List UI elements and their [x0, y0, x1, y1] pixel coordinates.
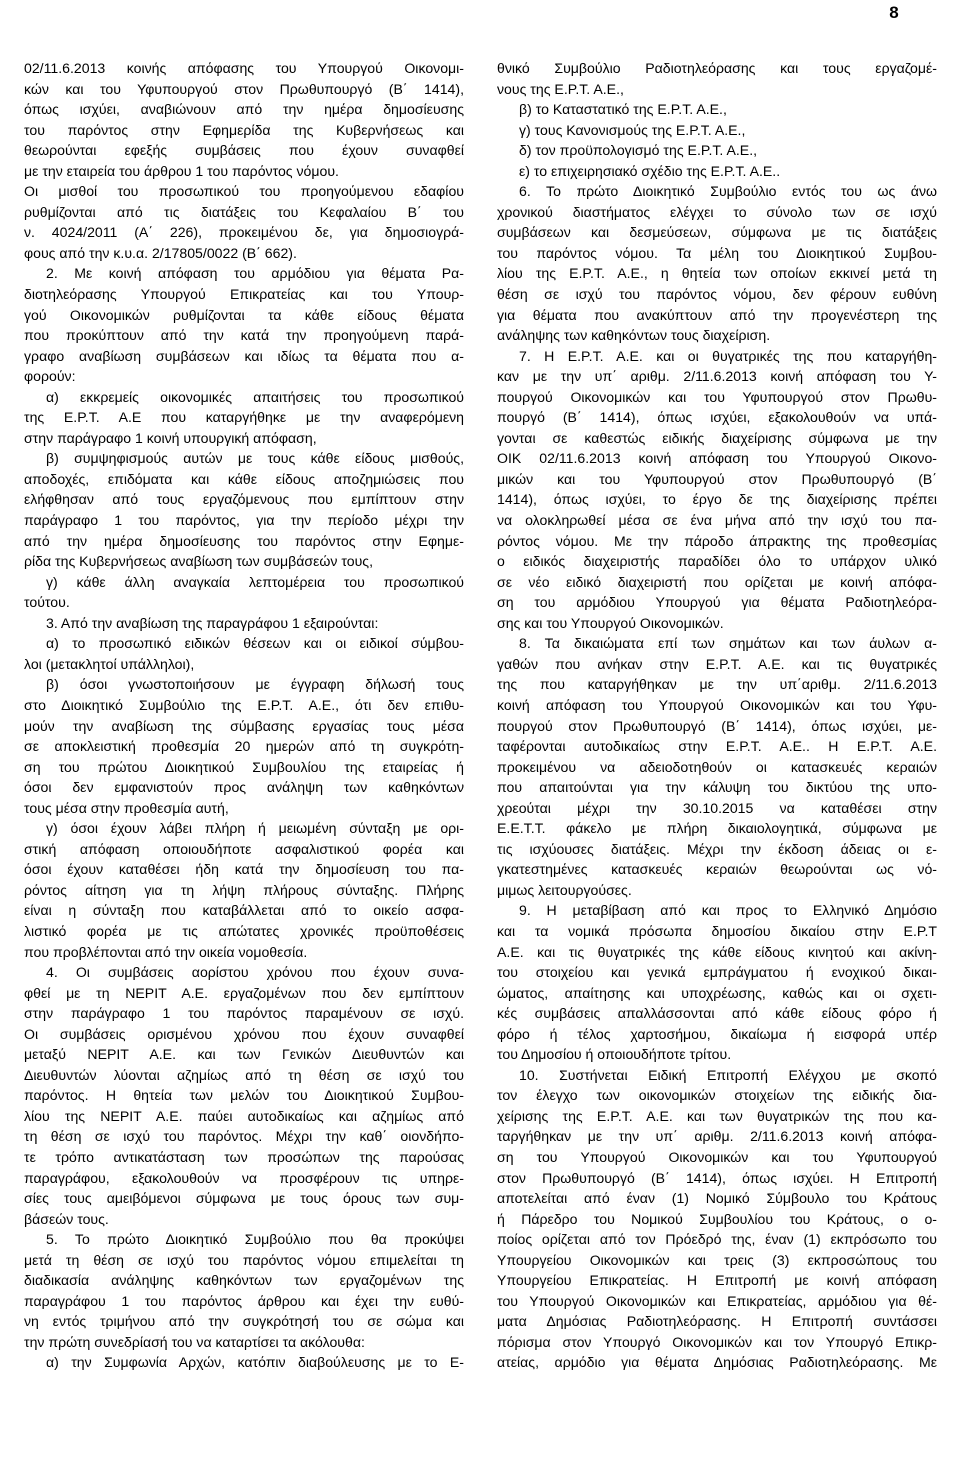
text-line: β) συμψηφισμούς αυτών με τους κάθε είδους μισθούς,	[46, 450, 464, 467]
text-line: να ολοκληρωθεί μέσα σε ένα μήνα από την ισχύ του πα-	[497, 512, 937, 529]
text-line: κών και του Υφυπουργού στον Πρωθυπουργό (Β΄ 1414),	[24, 80, 464, 97]
text-line: διοτηλεόρασης Υπουργού Επικρατείας και του Υπουρ-	[24, 286, 464, 303]
text-line: και τα νομικά πρόσωπα δημοσίου δικαίου στην Ε.Ρ.Τ	[497, 922, 937, 939]
text-line: του Δημοσίου ή οποιουδήποτε τρίτου.	[497, 1046, 732, 1063]
text-line: 6. Το πρώτο Διοικητικό Συμβούλιο εντός του ως άνω	[519, 183, 937, 200]
text-line: στην παράγραφο 1 του παρόντος παραμένουν σε ισχύ.	[24, 1005, 464, 1022]
text-line: ν. 4024/2011 (Α΄ 226), προκειμένου δε, για δημοσιογρά-	[24, 224, 464, 241]
text-line: μετά τη θέση σε ισχύ του παρόντος νόμου επιμελείται τη	[24, 1251, 464, 1268]
text-line: α) εκκρεμείς οικονομικές απαιτήσεις του προσωπικού	[46, 388, 464, 405]
text-line: πουργό (Β΄ 1414), όπως ισχύει, εξακολουθούν να υπά-	[497, 409, 937, 426]
text-line: β) όσοι γνωστοποιήσουν με έγγραφη δήλωσή τους	[46, 676, 464, 693]
text-line: που προκύπτουν από την κατά την προηγούμενη παρά-	[24, 327, 464, 344]
text-line: φόρο ή τέλος χαρτοσήμου, δικαίωμα ή εισφορά υπέρ	[497, 1025, 937, 1042]
text-line: ώματος, απαίτησης και υποχρέωσης, καθώς και οι σχετι-	[497, 984, 937, 1001]
text-line: ε) το επιχειρησιακό σχέδιο της Ε.Ρ.Τ. Α.Ε..	[519, 162, 781, 179]
text-line: φορούν:	[24, 368, 76, 385]
text-line: Οι συμβάσεις ορισμένου χρόνου που έχουν συναφθεί	[24, 1025, 464, 1042]
text-line: τους μέσα στην προθεσμία αυτή,	[24, 799, 229, 816]
text-line: ση του αρμόδιου Υπουργού για θέματα Ραδιοτηλεόρα-	[497, 594, 937, 611]
text-line: σίες τους αμειβόμενοι σύμφωνα με τους όρους των συμ-	[24, 1190, 464, 1207]
text-line: ΟΙΚ 02/11.6.2013 κοινή απόφαση του Υπουργού Οικονο-	[497, 450, 937, 467]
text-line: ο ειδικός διαχειριστής παραδίδει όλο το υπάρχον υλικό	[497, 553, 937, 570]
text-line: δ) τον προϋπολογισμό της Ε.Ρ.Τ. Α.Ε.,	[519, 142, 758, 159]
text-line: Υπουργείου Επικρατείας. Η Επιτροπή με κοινή απόφαση	[497, 1272, 937, 1289]
text-line: λίου της ΝΕΡΙΤ Α.Ε. παύει αυτοδικαίως και αζημίως από	[24, 1107, 464, 1124]
text-line: είναι η σύνταξη που καταβάλλεται από το οικείο ασφα-	[24, 902, 464, 919]
text-line: γονται σε καθεστώς ειδικής διαχείρισης σύμφωνα με την	[497, 429, 937, 446]
text-line: γ) όσοι έχουν λάβει πλήρη ή μειωμένη σύνταξη με ορι-	[46, 820, 464, 837]
text-line: για θέματα που ανακύπτουν από την προγενέστερη της	[497, 306, 937, 323]
text-line: όσοι δεν εμφανιστούν προς ανάληψη των καθηκόντων	[24, 779, 464, 796]
text-line: ρόντος νόμου. Με την πάροδο άπρακτης της προθεσμίας	[497, 532, 937, 549]
text-line: προκειμένου να αδειοδοτηθούν οι κατασκευές κεραιών	[497, 758, 937, 775]
text-line: γκατεστημένες κατασκευές κεραιών θεωρούνται ως νό-	[497, 861, 937, 878]
text-line: με την εταιρεία του άρθρου 1 του παρόντος νόμου.	[24, 162, 339, 179]
text-line: γού Οικονομικών ρυθμίζονται τα κάθε είδους θέματα	[24, 306, 464, 323]
text-line: χρονικού διαστήματος ελέγχει το σύνολο των σε ισχύ	[497, 203, 937, 220]
text-line: γ) τους Κανονισμούς της Ε.Ρ.Τ. Α.Ε.,	[519, 121, 746, 138]
text-line: ρυθμίζονται από τις διατάξεις του Κεφαλαίου Β΄ του	[24, 203, 464, 220]
text-line: του παρόντος στην Εφημερίδα της Κυβερνήσεως και	[24, 121, 464, 138]
text-line: παραγράφου 1 του παρόντος άρθρου και έχει την ευθύ-	[24, 1292, 464, 1309]
text-line: ταφέρονται αυτοδικαίως στην Ε.Ρ.Τ. Α.Ε.. Η Ε.Ρ.Τ. Α.Ε.	[497, 738, 937, 755]
text-line: του στοιχείου και γενικά εμπράγματου ή ενοχικού δικαι-	[497, 964, 937, 981]
text-line: στην παράγραφο 1 κοινή υπουργική απόφαση,	[24, 429, 317, 446]
text-line: σης και του Υπουργού Οικονομικών.	[497, 614, 724, 631]
text-line: τον έλεγχο των οικονομικών στοιχείων της ειδικής δια-	[497, 1087, 937, 1104]
text-line: αποτελείται από έναν (1) Νομικό Σύμβουλο του Κράτους	[497, 1190, 937, 1207]
text-line: ή Πάρεδρο του Νομικού Συμβουλίου του Κράτους, ο ο-	[497, 1210, 937, 1227]
text-line: πουργού Οικονομικών και του Υφυπουργού στον Πρωθυ-	[497, 388, 937, 405]
text-line: που προβλέπονται από την οικεία νομοθεσία.	[24, 943, 308, 960]
text-line: μούν την αναβίωση της σύμβασης εργασίας τους μέσα	[24, 717, 464, 734]
text-line: τη θέση σε ισχύ του παρόντος. Μέχρι την καθ΄ οιονδήπο-	[24, 1128, 464, 1145]
text-line: την πρώτη συνεδρίασή του να καταρτίσει τα ακόλουθα:	[24, 1333, 365, 1350]
text-line: 3. Από την αναβίωση της παραγράφου 1 εξαιρούνται:	[46, 614, 379, 631]
text-line: ρόντος αίτηση για τη λήψη πλήρους σύνταξης. Πλήρης	[24, 881, 464, 898]
text-line: λοι (μετακλητοί υπάλληλοι),	[24, 655, 195, 672]
text-line: ση του πρώτου Διοικητικού Συμβουλίου της εταιρείας ή	[24, 758, 464, 775]
text-line: θέση σε ισχύ του παρόντος νόμου, δεν φέρουν ευθύνη	[497, 286, 937, 303]
text-line: τε τρόπο αντικατάσταση των προσώπων της παρούσας	[24, 1148, 464, 1165]
text-line: ατείας, αρμόδιο για θέματα Δημόσιας Ραδιοτηλεόρασης. Με	[497, 1354, 937, 1371]
text-line: β) το Καταστατικό της Ε.Ρ.Τ. Α.Ε.,	[519, 101, 727, 118]
text-line: κοινή απόφαση του Υπουργού Οικονομικών και του Υφυ-	[497, 696, 937, 713]
page-number: 8	[889, 3, 899, 22]
text-line: θνικό Συμβούλιο Ραδιοτηλεόρασης και τους εργαζομέ-	[497, 60, 937, 76]
text-line: που απαιτούνται για την κάλυψη του δικτύου της υπο-	[497, 779, 937, 796]
text-line: ση του Υπουργού Οικονομικών και του Υφυπουργού	[497, 1148, 937, 1165]
text-line: διαδικασία ανάληψης καθηκόντων των εργαζομένων της	[24, 1272, 464, 1289]
text-line: μεταξύ ΝΕΡΙΤ Α.Ε. και των Γενικών Διευθυντών και	[24, 1046, 464, 1063]
text-line: φους από την κ.υ.α. 2/17805/0022 (Β΄ 662).	[24, 244, 297, 261]
text-line: ματα Δημόσιας Ραδιοτηλεόρασης. Η Επιτροπή συντάσσει	[497, 1313, 937, 1330]
text-line: σε νέο ειδικό διαχειριστή που ορίζεται με κοινή απόφα-	[497, 573, 937, 590]
text-line: 5. Το πρώτο Διοικητικό Συμβούλιο που θα προκύψει	[46, 1231, 464, 1248]
text-line: στική απόφαση οποιουδήποτε ασφαλιστικού φορέα και	[24, 840, 464, 857]
text-line: 1414), όπως ισχύει, το έργο δε της διαχείρισης πρέπει	[497, 491, 937, 508]
text-line: από την ημέρα δημοσίευσης του παρόντος στην Εφημε-	[24, 532, 464, 549]
text-line: της Ε.Ρ.Τ. Α.Ε που καταργήθηκε με την αναφερόμενη	[24, 409, 464, 426]
text-line: Υπουργείου Οικονομικών και τρεις (3) εκπροσώπους του	[497, 1251, 937, 1268]
text-line: χρεούται μέχρι την 30.10.2015 να καταθέσει στην	[497, 799, 937, 816]
text-line: σε αποκλειστική προθεσμία 20 ημερών από τη συγκρότη-	[24, 738, 464, 755]
text-line: φθεί με τη ΝΕΡΙΤ Α.Ε. εργαζομένων που δεν εμπίπτουν	[24, 984, 464, 1001]
text-line: στον Πρωθυπουργό (Β΄ 1414), όπως ισχύει. Η Επιτροπή	[497, 1169, 937, 1186]
text-line: 02/11.6.2013 κοινής απόφασης του Υπουργού Οικονομι-	[24, 60, 464, 76]
text-line: συμβάσεων και δεσμεύσεων, σύμφωνα με τις διατάξεις	[497, 224, 937, 241]
text-line: τις ισχύουσες διατάξεις. Μέχρι την έκδοση άδειας οι ε-	[497, 840, 937, 857]
text-line: βάσεών τους.	[24, 1210, 109, 1227]
text-line: θεωρούνται εφεξής συμβάσεις που έχουν συναφθεί	[24, 142, 464, 159]
text-line: Α.Ε. και τις θυγατρικές της κάθε είδους κινητού και ακίνη-	[497, 943, 937, 960]
text-line: όπως ισχύει, αναβιώνουν από την ημέρα δημοσίευσης	[24, 101, 464, 118]
text-line: κές συμβάσεις απαλλάσσονται από κάθε είδους φόρο ή	[497, 1005, 937, 1022]
text-line: λιστικό φορέα με τις απώτατες χρονικές προϋποθέσεις	[24, 922, 464, 939]
text-line: 4. Οι συμβάσεις αορίστου χρόνου που έχουν συνα-	[46, 964, 464, 981]
text-line: του παρόντος νόμου. Τα μέλη του Διοικητικού Συμβου-	[497, 244, 937, 261]
text-line: στο Διοικητικό Συμβούλιο της Ε.Ρ.Τ. Α.Ε., ότι δεν επιθυ-	[24, 696, 464, 713]
text-line: ταργήθηκαν με την υπ΄ αριθμ. 2/11.6.2013 κοινή απόφα-	[497, 1128, 937, 1145]
text-line: ελήφθησαν από τους εργαζόμενους που εμπίπτουν στην	[24, 491, 464, 508]
text-line: 9. Η μεταβίβαση από και προς το Ελληνικό Δημόσιο	[519, 902, 937, 919]
text-line: του Υπουργού Οικονομικών και Επικρατείας, αρμόδιου για θέ-	[497, 1292, 937, 1309]
text-line: της που καταργήθηκαν με την υπ΄αριθμ. 2/11.6.2013	[497, 676, 937, 693]
text-line: Διευθυντών λύονται αζημίως από τη θέση σε ισχύ του	[24, 1066, 464, 1083]
text-line: καν με την υπ΄ αριθμ. 2/11.6.2013 κοινή απόφαση του Υ-	[497, 368, 937, 385]
text-line: χείρισης της Ε.Ρ.Τ. Α.Ε. και των θυγατρικών της που κα-	[497, 1107, 937, 1124]
text-line: παρόντος. Η θητεία των μελών του Διοικητικού Συμβου-	[24, 1087, 464, 1104]
text-line: όσοι έχουν καταθέσει ήδη κατά την δημοσίευση του πα-	[24, 861, 464, 878]
text-line: νους της Ε.Ρ.Τ. Α.Ε.,	[497, 80, 624, 97]
right-text-column	[497, 58, 937, 1373]
text-line: ποίος ορίζεται από τον Πρόεδρό της, έναν (1) εκπρόσωπο του	[497, 1231, 937, 1248]
text-line: μικών και του Υφυπουργού στον Πρωθυπουργό (Β΄	[497, 470, 937, 487]
text-line: 2. Με κοινή απόφαση του αρμόδιου για θέματα Ρα-	[46, 265, 464, 282]
text-line: παραγράφου, εξακολουθούν να προσφέρουν τις υπηρε-	[24, 1169, 464, 1186]
text-line: 7. Η Ε.Ρ.Τ. Α.Ε. και οι θυγατρικές της που καταργήθη-	[519, 347, 937, 364]
text-line: ρίδα της Κυβερνήσεως αναβίωση των συμβάσεών τους,	[24, 553, 373, 570]
left-text-column	[24, 58, 464, 1373]
text-line: παράγραφο 1 του παρόντος, για την περίοδο μέχρι την	[24, 512, 464, 529]
text-line: Ε.Ε.Τ.Τ. φάκελο με πλήρη δικαιολογητικά, σύμφωνα με	[497, 820, 937, 837]
text-line: 10. Συστήνεται Ειδική Επιτροπή Ελέγχου με σκοπό	[519, 1066, 937, 1083]
text-line: γ) κάθε άλλη αναγκαία λεπτομέρεια του προσωπικού	[46, 573, 464, 590]
text-line: α) την Συμφωνία Αρχών, κατόπιν διαβούλευσης με το Ε-	[46, 1354, 464, 1371]
text-line: τούτου.	[24, 594, 70, 611]
text-line: λίου της Ε.Ρ.Τ. Α.Ε., η θητεία των οποίων εκκινεί μετά τη	[497, 265, 937, 282]
text-line: μιμως λειτουργούσες.	[497, 881, 632, 898]
text-line: γραφο αναβίωση συμβάσεων και ιδίως τα θέματα που α-	[24, 347, 464, 364]
text-line: νη εντός τριμήνου από την συγκρότησή του σε σώμα και	[24, 1313, 464, 1330]
text-line: πουργού στον Πρωθυπουργό (Β΄ 1414), όπως ισχύει, με-	[497, 717, 937, 734]
text-line: Οι μισθοί του προσωπικού του προηγούμενου εδαφίου	[24, 183, 464, 200]
text-line: 8. Τα δικαιώματα επί των σημάτων και των άυλων α-	[519, 635, 937, 652]
text-line: πόρισμα στον Υπουργό Οικονομικών και τον Υπουργό Επικρ-	[497, 1333, 937, 1350]
text-line: ανάληψης των καθηκόντων τους διαχείριση.	[497, 327, 771, 344]
text-line: γαθών που ανήκαν στην Ε.Ρ.Τ. Α.Ε. και τις θυγατρικές	[497, 655, 937, 672]
text-line: α) το προσωπικό ειδικών θέσεων και οι ειδικοί σύμβου-	[46, 635, 464, 652]
text-line: αποδοχές, επιδόματα και κάθε είδους αποζημιώσεις που	[24, 470, 464, 487]
